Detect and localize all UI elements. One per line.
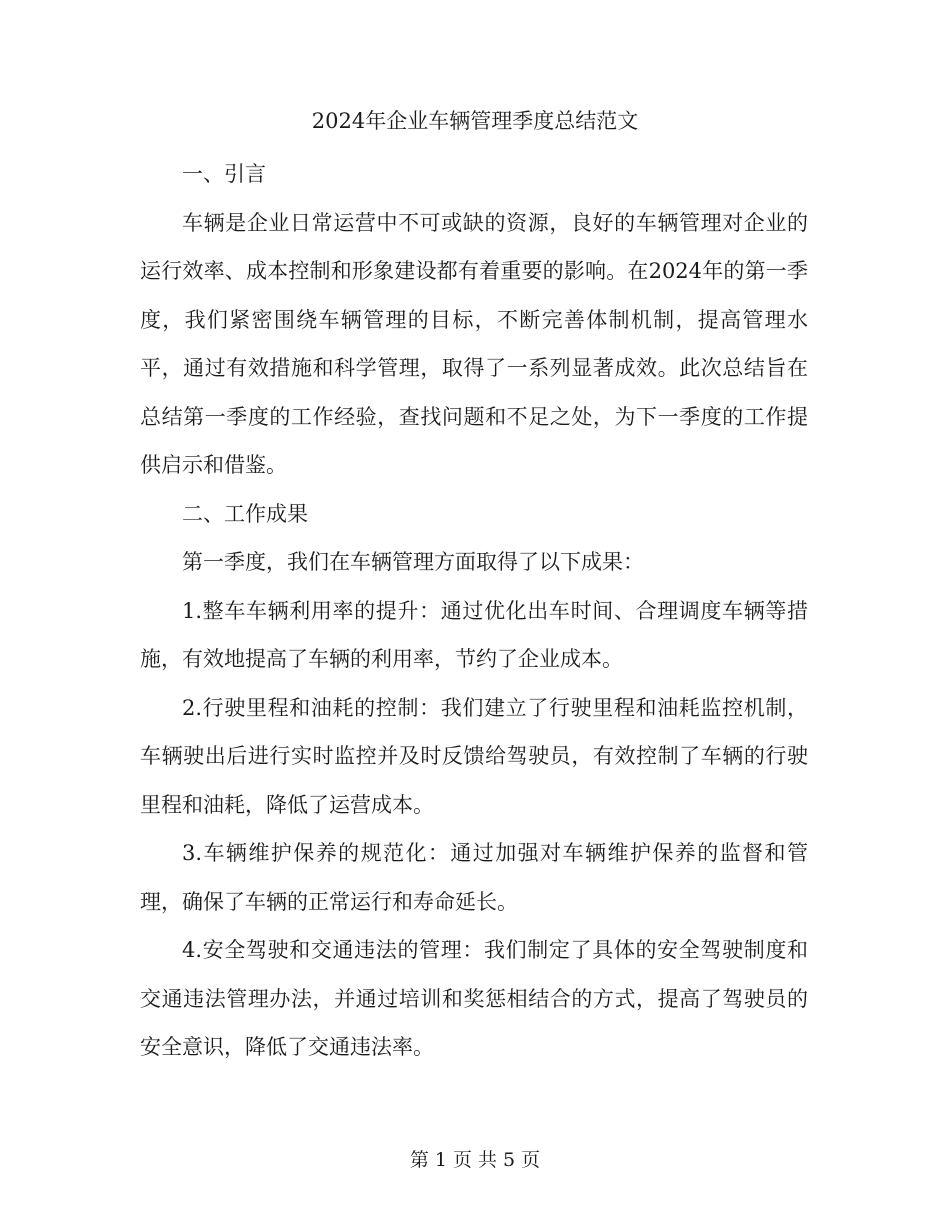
section-heading-achievements: 二、工作成果 — [182, 501, 308, 526]
paragraph-introduction: 车辆是企业日常运营中不可或缺的资源，良好的车辆管理对企业的运行效率、成本控制和形象建设都有着重要的影响。在2024年的第一季度，我们紧密围绕车辆管理的目标，不断完善体制机制，提高管理水平，通过有效措施和科学管理，取得了一系列显著成效。此次总结旨在总结第一季度的工作经验，查找问题和不足之处，为下一季度的工作提供启示和借鉴。 — [140, 210, 808, 477]
document-body — [140, 150, 808, 1072]
document-title: 2024年企业车辆管理季度总结范文 — [311, 109, 639, 133]
list-item-utilization: 1.整车车辆利用率的提升：通过优化出车时间、合理调度车辆等措施，有效地提高了车辆的利用率，节约了企业成本。 — [140, 598, 808, 671]
page-number-footer: 第 1 页 共 5 页 — [409, 1149, 541, 1171]
list-item-maintenance: 3.车辆维护保养的规范化：通过加强对车辆维护保养的监督和管理，确保了车辆的正常运行和寿命延长。 — [140, 841, 808, 914]
list-item-safety: 4.安全驾驶和交通违法的管理：我们制定了具体的安全驾驶制度和交通违法管理办法，并通过培训和奖惩相结合的方式，提高了驾驶员的安全意识，降低了交通违法率。 — [140, 938, 808, 1059]
list-item-mileage-fuel: 2.行驶里程和油耗的控制：我们建立了行驶里程和油耗监控机制，车辆驶出后进行实时监控并及时反馈给驾驶员，有效控制了车辆的行驶里程和油耗，降低了运营成本。 — [140, 695, 808, 817]
section-heading-introduction: 一、引言 — [182, 162, 266, 186]
paragraph-achievements-intro: 第一季度，我们在车辆管理方面取得了以下成果： — [182, 550, 644, 574]
